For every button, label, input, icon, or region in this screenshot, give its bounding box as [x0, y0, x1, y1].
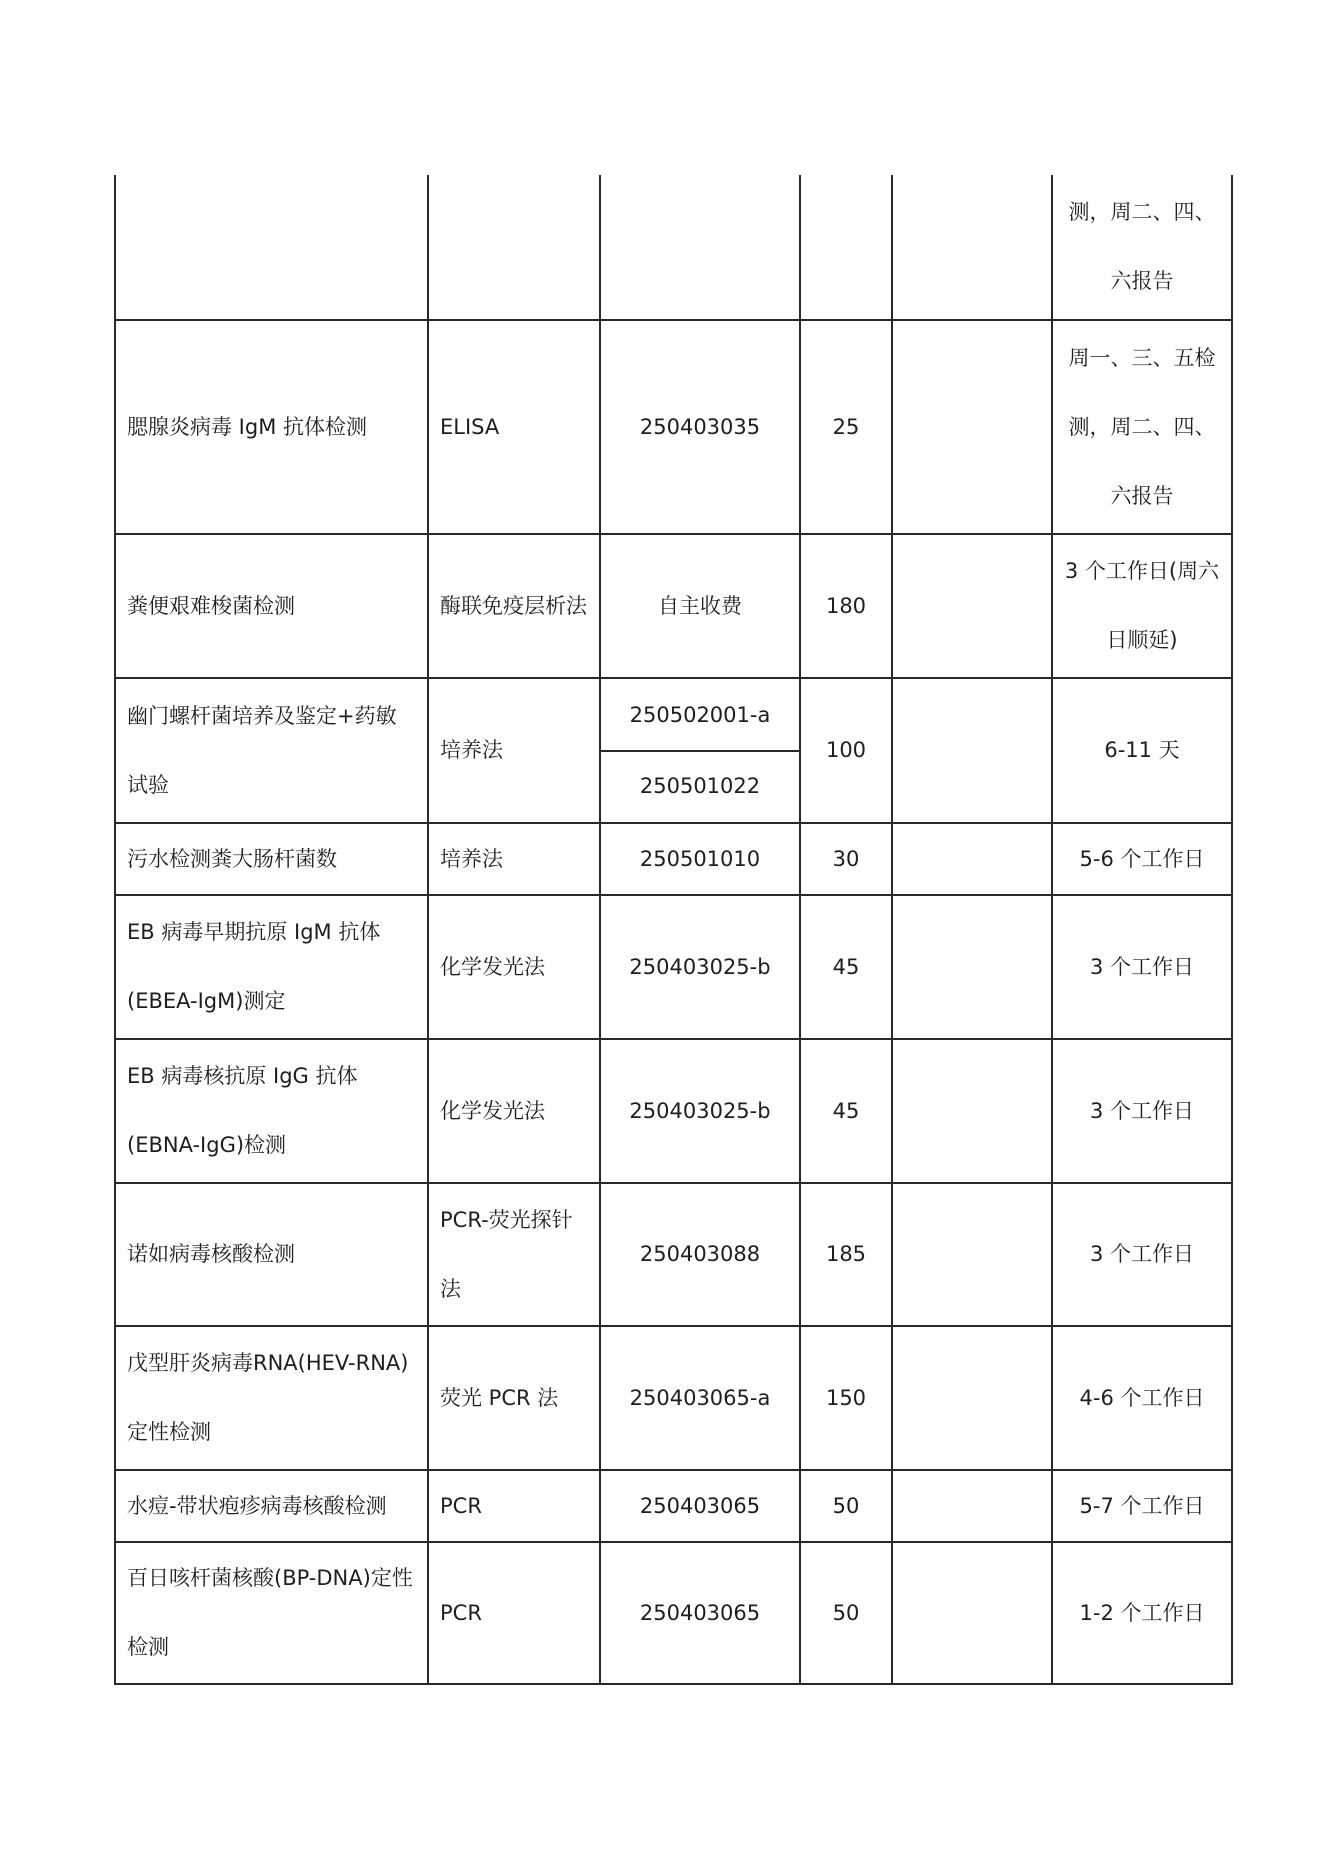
lab-test-table	[114, 175, 1233, 1685]
code-cell: 250403065-a	[600, 1326, 800, 1470]
code-cell: 250403035	[600, 320, 800, 534]
test-name-cell: 腮腺炎病毒 IgM 抗体检测	[115, 320, 428, 534]
test-name-cell: EB 病毒核抗原 IgG 抗体(EBNA-IgG)检测	[115, 1039, 428, 1183]
turnaround-cell: 1-2 个工作日	[1052, 1542, 1232, 1684]
code-cell	[600, 175, 800, 320]
method-cell: 化学发光法	[428, 1039, 600, 1183]
table-row	[115, 823, 1232, 895]
code-cell: 250403088	[600, 1183, 800, 1326]
table-row	[115, 1542, 1232, 1684]
price-cell: 50	[800, 1470, 892, 1542]
price-cell: 30	[800, 823, 892, 895]
method-cell: ELISA	[428, 320, 600, 534]
blank-cell	[892, 175, 1052, 320]
test-name-cell: 粪便艰难梭菌检测	[115, 534, 428, 678]
blank-cell	[892, 823, 1052, 895]
table-row	[115, 175, 1232, 320]
table-row	[115, 1326, 1232, 1470]
test-name-cell: 幽门螺杆菌培养及鉴定+药敏试验	[115, 678, 428, 823]
test-name-cell: 百日咳杆菌核酸(BP-DNA)定性检测	[115, 1542, 428, 1684]
blank-cell	[892, 1039, 1052, 1183]
method-cell: PCR-荧光探针法	[428, 1183, 600, 1326]
turnaround-cell: 4-6 个工作日	[1052, 1326, 1232, 1470]
turnaround-cell: 5-6 个工作日	[1052, 823, 1232, 895]
test-name-cell: 戊型肝炎病毒RNA(HEV-RNA)定性检测	[115, 1326, 428, 1470]
turnaround-cell: 3 个工作日	[1052, 1039, 1232, 1183]
price-cell: 100	[800, 678, 892, 823]
price-cell	[800, 175, 892, 320]
price-cell: 50	[800, 1542, 892, 1684]
test-name-cell: EB 病毒早期抗原 IgM 抗体(EBEA-IgM)测定	[115, 895, 428, 1039]
price-cell: 185	[800, 1183, 892, 1326]
blank-cell	[892, 895, 1052, 1039]
turnaround-cell: 3 个工作日	[1052, 895, 1232, 1039]
blank-cell	[892, 320, 1052, 534]
code-cell: 250403065	[600, 1470, 800, 1542]
table-row	[115, 534, 1232, 678]
blank-cell	[892, 1183, 1052, 1326]
method-cell	[428, 175, 600, 320]
test-name-cell: 污水检测粪大肠杆菌数	[115, 823, 428, 895]
price-cell: 180	[800, 534, 892, 678]
price-cell: 45	[800, 1039, 892, 1183]
price-cell: 25	[800, 320, 892, 534]
turnaround-cell: 3 个工作日	[1052, 1183, 1232, 1326]
code-cell: 250403025-b	[600, 1039, 800, 1183]
code-cell: 250501010	[600, 823, 800, 895]
test-name-cell: 水痘-带状疱疹病毒核酸检测	[115, 1470, 428, 1542]
method-cell: 化学发光法	[428, 895, 600, 1039]
code-cell	[600, 678, 800, 823]
code-sub-value: 250501022	[601, 750, 799, 821]
price-cell: 150	[800, 1326, 892, 1470]
turnaround-cell: 周一、三、五检测，周二、四、六报告	[1052, 320, 1232, 534]
code-cell: 自主收费	[600, 534, 800, 678]
price-cell: 45	[800, 895, 892, 1039]
blank-cell	[892, 1326, 1052, 1470]
method-cell: 荧光 PCR 法	[428, 1326, 600, 1470]
table-row	[115, 678, 1232, 823]
method-cell: 酶联免疫层析法	[428, 534, 600, 678]
table-row	[115, 1183, 1232, 1326]
blank-cell	[892, 678, 1052, 823]
turnaround-cell: 3 个工作日(周六日顺延)	[1052, 534, 1232, 678]
table-row	[115, 895, 1232, 1039]
test-name-cell	[115, 175, 428, 320]
code-cell: 250403065	[600, 1542, 800, 1684]
code-sub-value: 250502001-a	[629, 703, 771, 727]
method-cell: 培养法	[428, 678, 600, 823]
blank-cell	[892, 1470, 1052, 1542]
table-row	[115, 320, 1232, 534]
test-name-cell: 诺如病毒核酸检测	[115, 1183, 428, 1326]
turnaround-cell: 测，周二、四、六报告	[1052, 175, 1232, 320]
blank-cell	[892, 534, 1052, 678]
method-cell: PCR	[428, 1542, 600, 1684]
method-cell: 培养法	[428, 823, 600, 895]
method-cell: PCR	[428, 1470, 600, 1542]
turnaround-cell: 6-11 天	[1052, 678, 1232, 823]
table-row	[115, 1470, 1232, 1542]
code-cell: 250403025-b	[600, 895, 800, 1039]
turnaround-cell: 5-7 个工作日	[1052, 1470, 1232, 1542]
table-row	[115, 1039, 1232, 1183]
blank-cell	[892, 1542, 1052, 1684]
